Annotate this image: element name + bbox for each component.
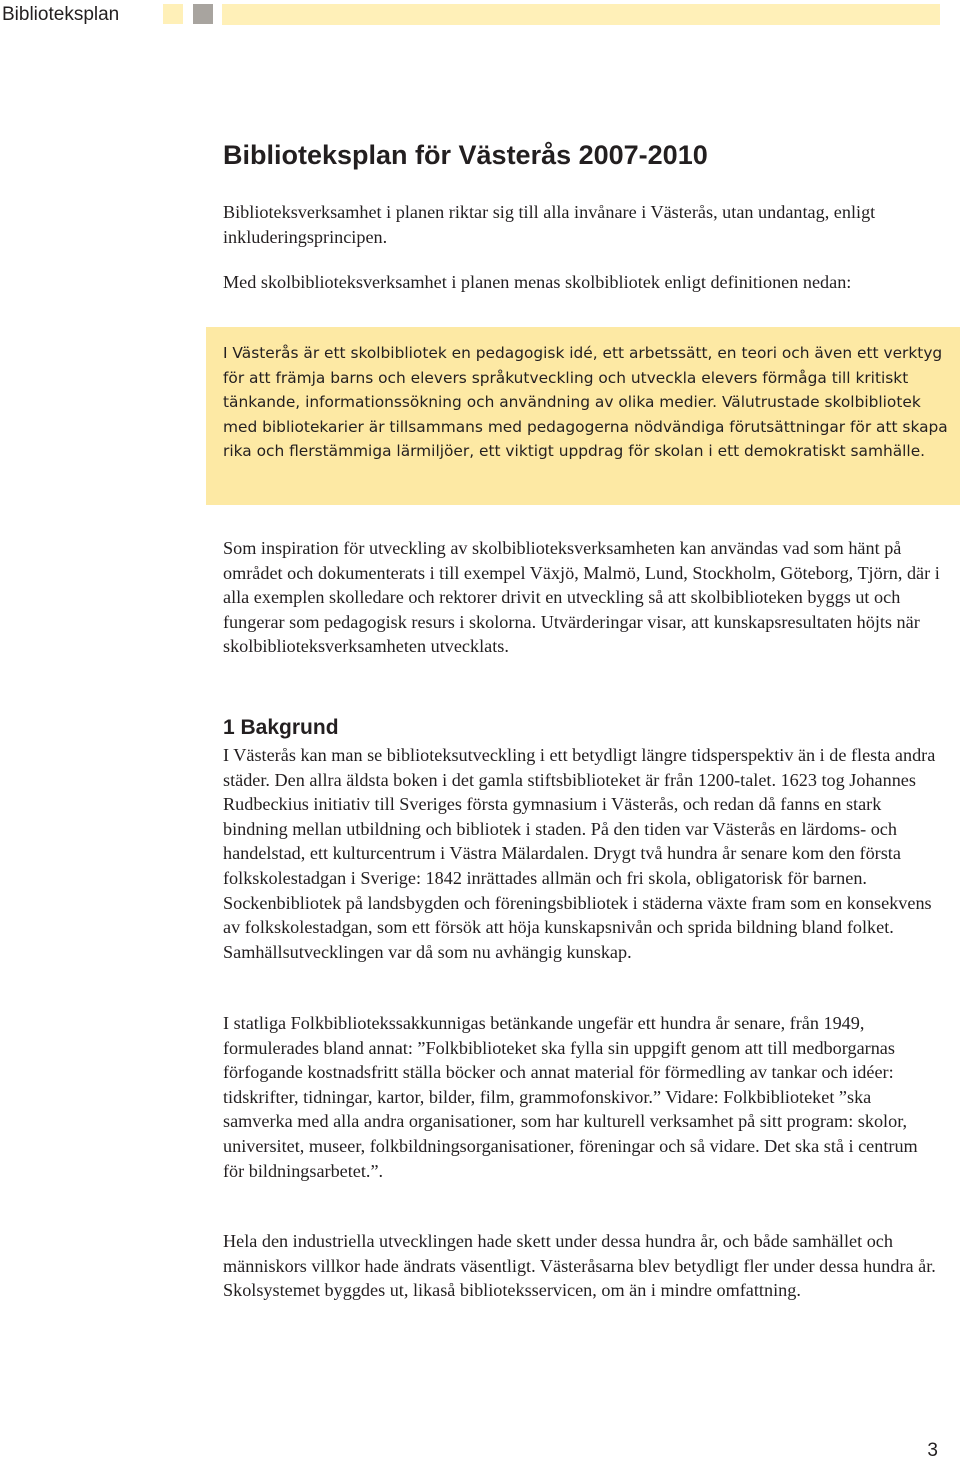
definition-callout-text: I Västerås är ett skolbibliotek en pedagogisk idé, ett arbetssätt, en teori och även ett verktyg för att främja barns och elevers språkutveckling och utveckla elevers förmåga till kritiskt tänkande, informationssökning och användning av olika medier. Välutrustade skolbibliotek med bibliotekarier är tillsammans med pedagogerna nödvändiga förutsättningar för att skapa rika och flerstämmiga lärmiljöer, ett viktigt uppdrag för skolan i ett demokratiskt samhälle. — [223, 344, 948, 461]
intro-paragraph-1: Biblioteksverksamhet i planen riktar sig till alla invånare i Västerås, utan undantag, enligt inkluderingsprincipen. — [223, 202, 876, 247]
intro-paragraph-2: Med skolbiblioteksverksamhet i planen menas skolbibliotek enligt definitionen nedan: — [223, 272, 852, 292]
running-header-title: Biblioteksplan — [2, 4, 120, 25]
header-accent-square — [163, 4, 183, 24]
bakgrund-paragraph-1: I Västerås kan man se biblioteksutveckling i ett betydligt längre tidsperspektiv än i de flesta andra städer. Den allra äldsta boken i det gamla stiftsbiblioteket är från 1200-talet. 1623 tog Johannes Rudbeckius initiativ till Sveriges första gymnasium i Västerås, och redan då fanns en stark bindning mellan utbildning och bibliotek i staden. På den tiden var Västerås en lärdoms- och handelstad, ett kulturcentrum i Västra Mälardalen. Drygt två hundra år senare kom den första folkskolestadgan i Sverige: 1842 inrättades allmän och fri skola, obligatorisk för barnen. Sockenbibliotek på landsbygden och föreningsbibliotek i städerna växte fram som en konsekvens av folkskolestadgan, som ett försök att höja kunskapsnivån och sprida bildning bland folket. Samhällsutvecklingen var då som nu avhängig kunskap. — [223, 745, 936, 962]
inspiration-paragraph: Som inspiration för utveckling av skolbiblioteksverksamheten kan användas vad som hänt på området och dokumenterats i till exempel Växjö, Malmö, Lund, Stockholm, Göteborg, Tjörn, där i alla exemplen skolledare och rektorer drivit en utveckling så att skolbiblioteken byggs ut och fungerar som pedagogisk resurs i skolorna. Utvärderingar visar, att kunskapsresultaten höjts när skolbiblioteksverksamheten utvecklats. — [223, 538, 940, 657]
bakgrund-paragraph-2: I statliga Folkbibliotekssakkunnigas betänkande ungefär ett hundra år senare, från 1949, formulerades bland annat: ”Folkbiblioteket ska fylla sin uppgift genom att till medborgarnas förfogande kostnadsfritt ställa böcker och annat material för förmedling av tankar och idéer: tidskrifter, tidningar, kartor, bilder, film, grammofonskivor.” Vidare: Folkbiblioteket ”ska samverka med alla andra organisationer, som har kulturell verksamhet på sitt program: skolor, universitet, museer, folkbildningsorganisationer, föreningar och så vidare. Det ska stå i centrum för bildningsarbetet.”. — [223, 1013, 918, 1181]
section-heading-bakgrund: 1 Bakgrund — [223, 716, 339, 739]
definition-callout-box — [206, 327, 960, 505]
header-accent-bar — [222, 4, 940, 25]
header-gray-square — [193, 4, 213, 24]
bakgrund-paragraph-3: Hela den industriella utvecklingen hade skett under dessa hundra år, och både samhället och människors villkor hade ändrats väsentligt. Västeråsarna blev betydligt fler under dessa hundra år. Skolsystemet byggdes ut, likaså biblioteksservicen, om än i mindre omfattning. — [223, 1231, 936, 1301]
page-number: 3 — [927, 1440, 938, 1461]
page-title: Biblioteksplan för Västerås 2007-2010 — [223, 140, 708, 170]
